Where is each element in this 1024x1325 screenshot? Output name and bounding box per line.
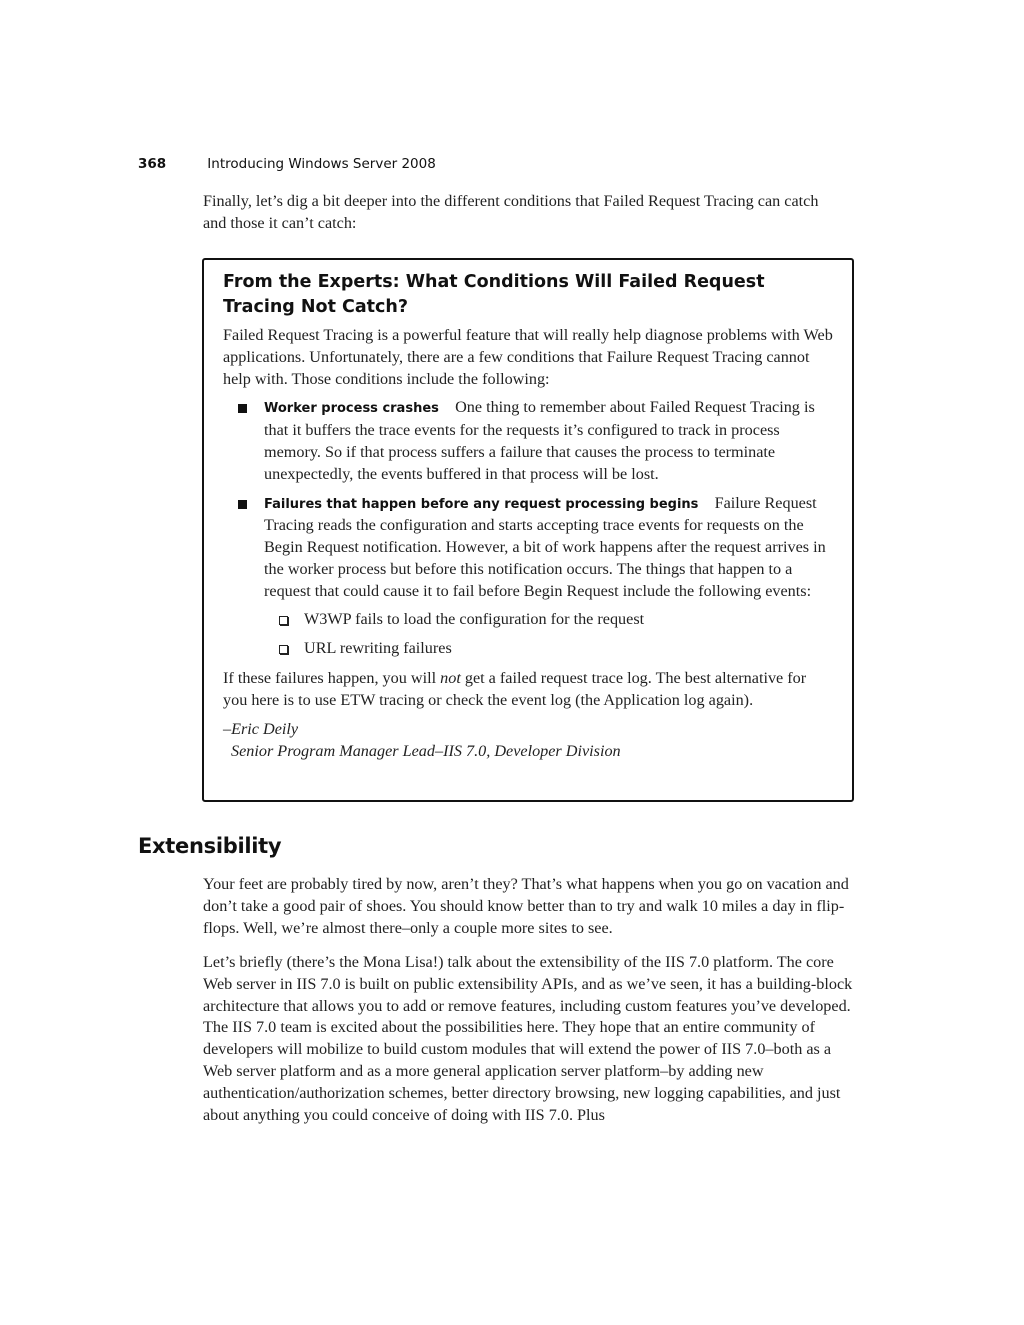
body-paragraph: Let’s briefly (there’s the Mona Lisa!) talk about the extensibility of the IIS 7.0 platform. The core Web server in IIS 7.0 is built on public extensibility APIs, and as we’ve seen, it has a building-block architecture that allows you to add or remove features, including custom features you’ve developed. The IIS 7.0 team is excited about the possibilities here. They hope that an entire community of developers will mobilize to build custom modules that will extend the power of IIS 7.0–both as a Web server platform and as a more general application server platform–by adding new authentication/authorization schemes, better directory browsing, new logging capabilities, and just about anything you could conceive of doing with IIS 7.0. Plus: [203, 953, 853, 1124]
bullet-heading: Worker process crashes: [264, 401, 439, 417]
bullet-heading: Failures that happen before any request processing begins: [264, 496, 699, 512]
list-item: [223, 493, 834, 661]
running-head: [138, 156, 436, 172]
book-title: Introducing Windows Server 2008: [207, 156, 436, 172]
closing-text-before: If these failures happen, you will: [223, 669, 441, 688]
square-bullet-icon: [238, 404, 247, 413]
list-item: [264, 638, 834, 660]
square-bullet-icon: [238, 500, 247, 509]
intro-paragraph: Finally, let’s dig a bit deeper into the different conditions that Failed Request Tracing can catch and those it can’t catch:: [203, 192, 819, 232]
page-number: 368: [138, 156, 167, 172]
experts-sidebar: [202, 258, 854, 802]
sub-item-text: W3WP fails to load the configuration for the request: [304, 609, 645, 628]
closing-emphasis: not: [440, 669, 461, 688]
sidebar-intro: Failed Request Tracing is a powerful feature that will really help diagnose problems with Web applications. Unfortunately, there are a few conditions that Failure Request Tracing cannot help with. Those conditions include the following:: [223, 326, 833, 388]
sub-item-text: URL rewriting failures: [304, 639, 452, 658]
failure-events-list: [264, 609, 834, 661]
body-paragraph: Your feet are probably tired by now, aren’t they? That’s what happens when you go on vacation and don’t take a good pair of shoes. You should know better than to try and walk 10 miles a day in flip-flops. Well, we’re almost there–only a couple more sites to see.: [203, 875, 849, 937]
bullet-text: Failure Request Tracing reads the configuration and starts accepting trace events for requests on the Begin Request notification. However, a bit of work happens after the request arrives in the worker process but before this notification occurs. The things that happen to a request that could cause it to fail before Begin Request include the following events:: [264, 493, 826, 600]
author-name: –Eric Deily: [223, 719, 299, 738]
hollow-square-bullet-icon: [279, 616, 288, 625]
sidebar-closing: [223, 668, 834, 712]
hollow-square-bullet-icon: [279, 645, 288, 654]
list-item: [264, 609, 834, 631]
sidebar-title: From the Experts: What Conditions Will Failed Request Tracing Not Catch?: [223, 272, 765, 317]
list-item: [223, 397, 834, 485]
author-title: Senior Program Manager Lead–IIS 7.0, Developer Division: [231, 741, 621, 760]
bullet-text: One thing to remember about Failed Request Tracing is that it buffers the trace events for the requests it’s configured to track in process memory. So if that process suffers a failure that causes the process to terminate unexpectedly, the events buffered in that process will be lost.: [264, 398, 815, 483]
section-heading: Extensibility: [138, 834, 282, 858]
attribution: [223, 719, 834, 763]
closing-text-after: get a failed request trace log. The best alternative for you here is to use ETW tracing or check the event log (the Application log again).: [223, 669, 807, 709]
conditions-list: [223, 397, 834, 660]
